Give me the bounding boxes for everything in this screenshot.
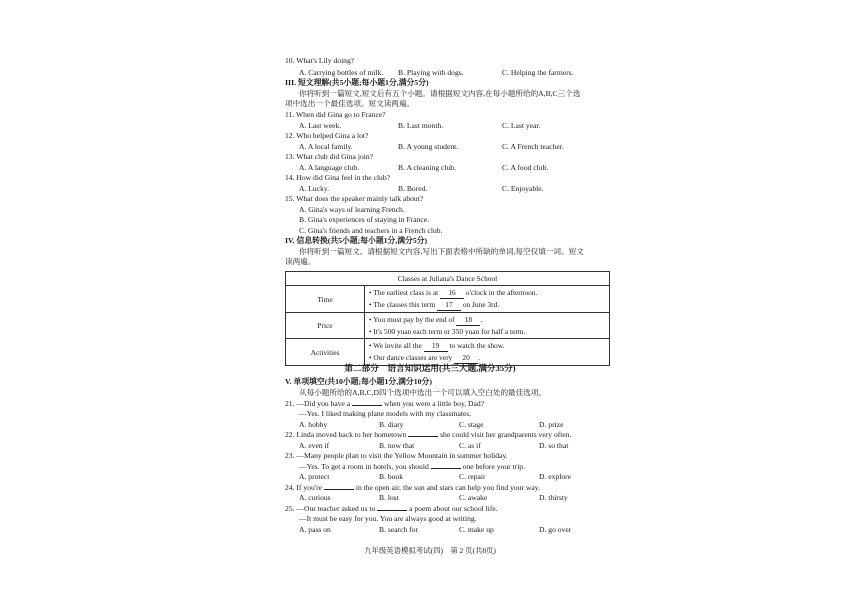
option-25b: B. search for [379, 525, 419, 534]
option-25c: C. make up [459, 525, 494, 534]
option-25d: D. go over [539, 525, 572, 534]
option-21a: A. hobby [299, 420, 328, 429]
time-line-2-end: on June 3rd. [462, 300, 500, 309]
q25-text-post: a poem about our school life. [409, 504, 498, 513]
option-11c: C. Last year. [502, 121, 541, 130]
price-cell [365, 313, 610, 339]
answer-blank-20[interactable]: 20 [454, 352, 478, 364]
table-title: Classes at Juliana's Dance School [286, 272, 610, 286]
section-3-intro-1: 你将听到一篇短文,短文后有五个小题。请根据短文内容,在每小题所给的A,B,C三个选 [299, 89, 581, 98]
question-21-line-1 [285, 399, 484, 409]
activities-line-2-text: • Our dance classes are very [369, 353, 453, 362]
option-23a: A. protect [299, 472, 330, 481]
price-line-1-text: • You must pay by the end of [369, 315, 455, 324]
q22-text-pre: 22. Linda moved back to her hometown [285, 430, 407, 439]
answer-blank-22[interactable] [408, 436, 438, 437]
option-10b: B. Playing with dogs. [398, 68, 464, 77]
q23-text-post: one before your trip. [462, 462, 525, 471]
section-4-heading: IV. 信息转换(共5小题;每小题1分,满分5分) [285, 236, 428, 245]
option-10a: A. Carrying bottles of milk. [299, 68, 384, 77]
option-14a: A. Lucky. [299, 184, 330, 193]
option-14c: C. Enjoyable. [502, 184, 544, 193]
option-22c: C. as if [459, 441, 481, 450]
option-24d: D. thirsty [539, 493, 568, 502]
q24-text-post: in the open air, the sun and stars can help you find your way. [355, 483, 540, 492]
option-23c: C. repair [459, 472, 486, 481]
q22-text-post: she could visit her grandparents very often. [440, 430, 572, 439]
option-22d: D. so that [539, 441, 569, 450]
section-4-intro-2: 读两遍。 [285, 257, 316, 266]
dance-school-table [285, 271, 610, 366]
option-12a: A. A local family. [299, 142, 353, 151]
time-line-2-text: • The classes this term [369, 300, 436, 309]
option-12c: C. A French teacher. [502, 142, 564, 151]
q21-text-post: when you were a little boy, Dad? [383, 399, 485, 408]
option-21b: B. diary [379, 420, 404, 429]
option-24a: A. curious [299, 493, 331, 502]
price-line-1-end: . [480, 315, 483, 324]
answer-blank-18[interactable]: 18 [456, 314, 480, 326]
activities-line-1-end: to watch the show. [449, 341, 505, 350]
option-13c: C. A food club. [502, 163, 549, 172]
option-15c: C. Gina's friends and teachers in a French club. [299, 226, 443, 235]
question-13: 13. What club did Gina join? [285, 152, 374, 161]
question-25-line-1 [285, 504, 498, 514]
q23-text-pre: —Yes. To get a room in hotels, you should [299, 462, 429, 471]
answer-blank-21[interactable] [352, 405, 382, 406]
q21-text-pre: 21. —Did you have a [285, 399, 351, 408]
option-21d: D. prize [539, 420, 564, 429]
price-label: Price [286, 313, 365, 339]
option-23b: B. book [379, 472, 404, 481]
price-line-2: • It's 500 yuan each term or 350 yuan for half a term. [369, 327, 526, 336]
question-23-line-2 [299, 462, 525, 472]
question-23-line-1: 23. —Many people plan to visit the Yellow Mountain in summer holiday. [285, 451, 508, 460]
answer-blank-17[interactable]: 17 [437, 299, 461, 311]
answer-blank-25[interactable] [377, 510, 407, 511]
question-25-line-2: —It must be easy for you. You are always good at writing. [299, 514, 477, 523]
page-footer: 九年级英语模拟考试(四) 第 2 页(共8页) [364, 546, 496, 555]
answer-blank-23[interactable] [431, 468, 461, 469]
option-22a: A. even if [299, 441, 330, 450]
answer-blank-16[interactable]: 16 [440, 287, 464, 299]
question-22-line-1 [285, 430, 571, 440]
section-4-intro-1: 你将听到一篇短文。请根据短文内容,写出下面表格中所缺的单词,每空仅填一词。短文 [299, 247, 584, 256]
question-12: 12. Who helped Gina a lot? [285, 131, 369, 140]
q25-text-pre: 25. —Our teacher asked us to [285, 504, 376, 513]
question-24-line-1 [285, 483, 540, 493]
option-15b: B. Gina's experiences of staying in France. [299, 215, 430, 224]
question-11: 11. When did Gina go to France? [285, 110, 386, 119]
option-11a: A. Last week. [299, 121, 342, 130]
time-label: Time [286, 286, 365, 313]
option-13a: A. A language club. [299, 163, 360, 172]
question-15: 15. What does the speaker mainly talk about? [285, 194, 424, 203]
activities-line-2-end: . [478, 353, 480, 362]
option-23d: D. explore [539, 472, 572, 481]
time-line-1-text: • The earliest class is at [369, 288, 439, 297]
option-13b: B. A cleaning club. [398, 163, 456, 172]
section-3-heading: III. 短文理解(共5小题;每小题1分,满分5分) [285, 78, 429, 87]
option-14b: B. Bored. [398, 184, 428, 193]
activities-line-1-text: • We invite all the [369, 341, 422, 350]
option-25a: A. pass on [299, 525, 331, 534]
option-24b: B. lost [379, 493, 399, 502]
option-12b: B. A young student. [398, 142, 459, 151]
option-10c: C. Helping the farmers. [502, 68, 574, 77]
section-3-intro-2: 项中选出一个最佳选项。短文读两遍。 [285, 99, 415, 108]
answer-blank-24[interactable] [324, 489, 354, 490]
option-11b: B. Last month. [398, 121, 444, 130]
option-15a: A. Gina's ways of learning French. [299, 205, 405, 214]
section-5-intro: 从每小题所给的A,B,C,D四个选项中选出一个可以填入空白处的最佳选项。 [299, 388, 547, 397]
question-21-line-2: —Yes. I liked making plane models with my classmates. [299, 409, 472, 418]
q24-text-pre: 24. If you're [285, 483, 323, 492]
question-10: 10. What's Lily doing? [285, 56, 355, 65]
time-cell [365, 286, 610, 313]
option-21c: C. stage [459, 420, 484, 429]
option-22b: B. now that [379, 441, 415, 450]
part-2-heading: 第二部分 语言知识运用(共三大题,满分35分) [344, 363, 516, 373]
time-line-1-end: o'clock in the afternoon. [465, 288, 538, 297]
activities-label: Activities [286, 339, 365, 366]
option-24c: C. awake [459, 493, 488, 502]
answer-blank-19[interactable]: 19 [424, 340, 448, 352]
question-14: 14. How did Gina feel in the club? [285, 173, 391, 182]
section-5-heading: V. 单项填空(共10小题;每小题1分,满分10分) [285, 377, 432, 386]
